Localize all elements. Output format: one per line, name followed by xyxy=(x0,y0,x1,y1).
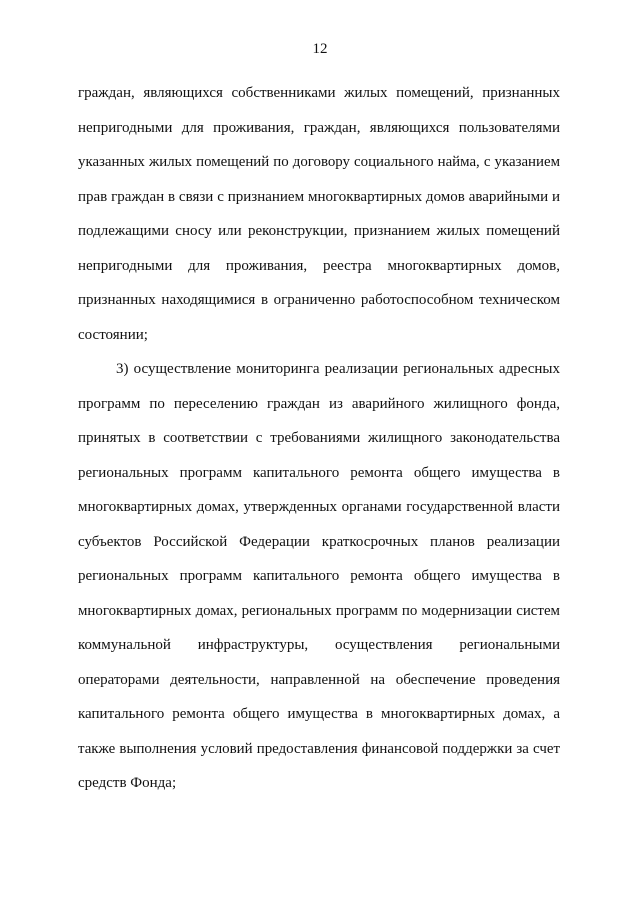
paragraph-2-line-9: коммунальной инфраструктуры, осуществления региональными xyxy=(78,637,560,653)
paragraph-2-line-12: также выполнения условий предоставления финансовой поддержки за счет xyxy=(78,740,560,757)
paragraph-2-line-2: программ по переселению граждан из аварийного жилищного фонда, xyxy=(78,395,560,412)
paragraph-2-line-11: капитального ремонта общего имущества в многоквартирных домах, а xyxy=(78,706,560,722)
paragraph-2-line-1: 3) осуществление мониторинга реализации региональных адресных xyxy=(116,361,560,377)
document-body xyxy=(78,76,560,801)
paragraph-2-line-3: принятых в соответствии с требованиями жилищного законодательства xyxy=(78,430,560,446)
page-number: 12 xyxy=(312,41,328,57)
paragraph-1-line-4: прав граждан в связи с признанием многоквартирных домов аварийными и xyxy=(78,188,560,205)
paragraph-2-line-13: средств Фонда; xyxy=(78,775,177,791)
paragraph-2-line-7: региональных программ капитального ремонта общего имущества в xyxy=(78,568,560,584)
paragraph-1-line-1: граждан, являющихся собственниками жилых помещений, признанных xyxy=(78,85,560,101)
paragraph-1-line-6: непригодными для проживания, реестра многоквартирных домов, xyxy=(78,257,560,274)
paragraph-2-line-8: многоквартирных домах, региональных программ по модернизации систем xyxy=(78,602,560,619)
paragraph-2-line-4: региональных программ капитального ремонта общего имущества в xyxy=(78,464,560,481)
paragraph-1-line-8: состоянии; xyxy=(78,326,148,343)
paragraph-1-line-5: подлежащими сносу или реконструкции, признанием жилых помещений xyxy=(78,223,560,239)
paragraph-1-line-7: признанных находящимися в ограниченно работоспособном техническом xyxy=(78,292,560,308)
paragraph-1-line-3: указанных жилых помещений по договору социального найма, с указанием xyxy=(78,154,560,170)
paragraph-2-line-6: субъектов Российской Федерации краткосрочных планов реализации xyxy=(78,533,560,550)
paragraph-2-line-10: операторами деятельности, направленной на обеспечение проведения xyxy=(78,671,560,688)
paragraph-2-line-5: многоквартирных домах, утвержденных органами государственной власти xyxy=(78,499,560,515)
paragraph-1-line-2: непригодными для проживания, граждан, являющихся пользователями xyxy=(78,119,560,136)
